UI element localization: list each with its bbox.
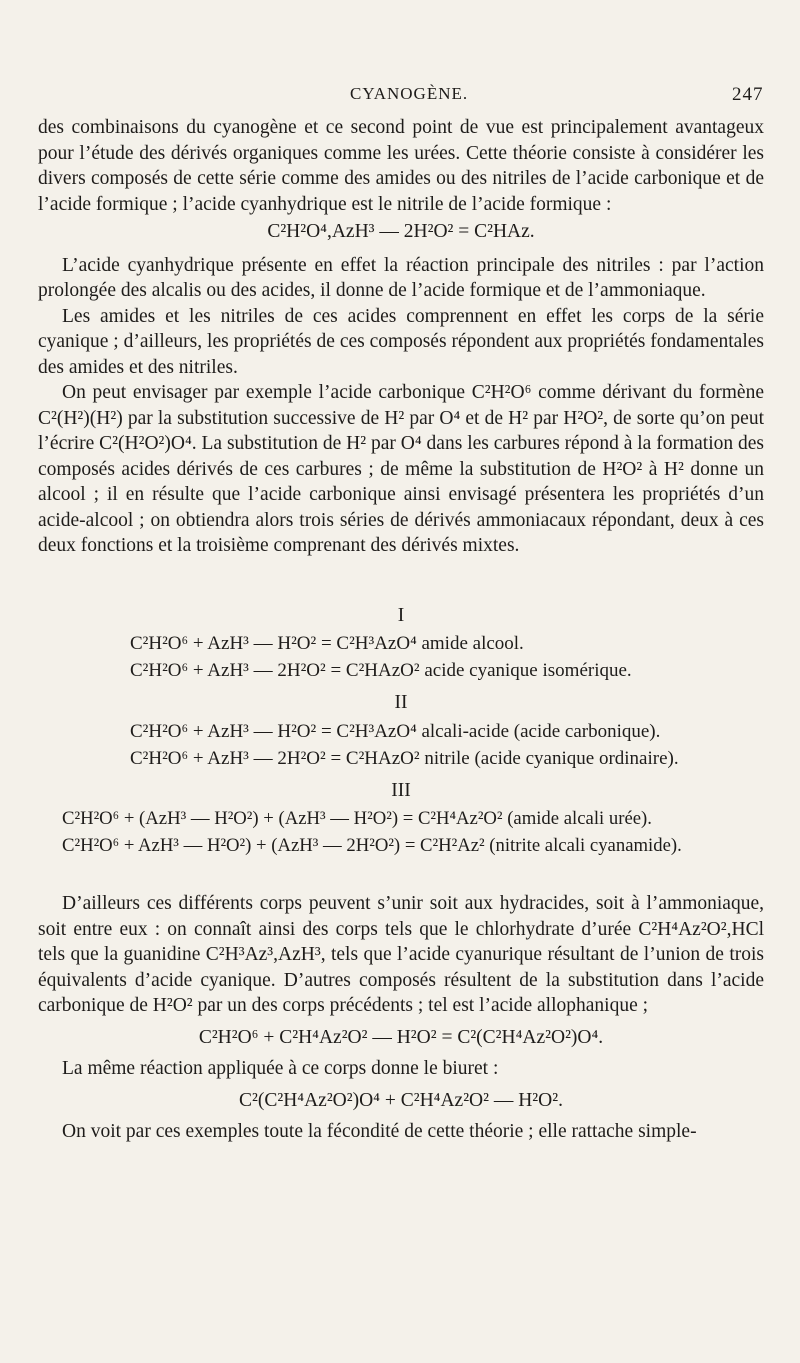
reaction-i-2: C²H²O⁶ + AzH³ — 2H²O² = C²HAzO² acide cyanique isomérique. xyxy=(130,660,632,681)
paragraph-5: D’ailleurs ces différents corps peuvent s’unir soit aux hydracides, soit à l’ammoniaque, soit entre eux : on connaît ainsi des corps tels que le chlorhydrate d’urée C²H⁴Az²O²,HCl tels que la guanidine C²H³Az³,AzH³, tels que l’acide cyanurique résultant de l’union de trois équivalents d’acide cyanique. D’autres composés résultent de la substitution dans l’acide carbonique de H²O² par un des corps précédents ; tel est l’acide allophanique ; xyxy=(38,893,764,1016)
equation-1: C²H²O⁴,AzH³ — 2H²O² = C²HAz. xyxy=(267,221,535,242)
paragraph-1: des combinaisons du cyanogène et ce second point de vue est principalement avantageux pour l’étude des dérivés organiques comme les urées. Cette théorie consiste à considérer les divers composés de cette série comme des amides ou des nitriles de l’acide carbonique et de l’acide formique ; l’acide cyanhydrique est le nitrile de l’acide formique : xyxy=(38,117,764,215)
reaction-ii-2: C²H²O⁶ + AzH³ — 2H²O² = C²HAzO² nitrile (acide cyanique ordinaire). xyxy=(130,747,679,769)
reaction-ii-1: C²H²O⁶ + AzH³ — H²O² = C²H³AzO⁴ alcali-acide (acide carbonique). xyxy=(130,720,661,742)
equation-2: C²H²O⁶ + C²H⁴Az²O² — H²O² = C²(C²H⁴Az²O²)O⁴. xyxy=(198,1026,604,1048)
paragraph-7: On voit par ces exemples toute la fécondité de cette théorie ; elle rattache simple- xyxy=(62,1121,697,1142)
paragraph-4: On peut envisager par exemple l’acide carbonique C²H²O⁶ comme dérivant du formène C²(H²)(H²) par la substitution successive de H² par O⁴ et de H² par H²O², de sorte qu’on peut l’écrire C²(H²O²)O⁴. La substitution de H² par O⁴ dans les carbures répond à la formation des composés acides dérivés de ces carbures ; de même la substitution de H²O² à H² donne un alcool ; il en résulte que l’acide carbonique ainsi envisagé présentera les propriétés d’un acide-alcool ; on obtiendra alors trois séries de dérivés ammoniacaux répondant, deux à ces deux fonctions et la troisième comprenant des dérivés mixtes. xyxy=(38,382,764,556)
body-text xyxy=(38,115,764,1145)
paragraph-3: Les amides et les nitriles de ces acides comprennent en effet les corps de la série cyanique ; d’ailleurs, les propriétés de ces composés répondent aux propriétés fondamentales des amides et des nitriles. xyxy=(38,305,764,378)
reaction-i-1: C²H²O⁶ + AzH³ — H²O² = C²H³AzO⁴ amide alcool. xyxy=(130,633,524,654)
paragraph-2: L’acide cyanhydrique présente en effet la réaction principale des nitriles : par l’action prolongée des alcalis ou des acides, il donne de l’acide formique et de l’ammoniaque. xyxy=(38,254,764,301)
section-label-ii: II xyxy=(394,692,408,713)
page-number: 247 xyxy=(732,84,764,105)
section-label-i: I xyxy=(397,604,405,626)
paragraph-6: La même réaction appliquée à ce corps donne le biuret : xyxy=(62,1058,499,1079)
section-label-iii: III xyxy=(391,779,411,801)
equation-3: C²(C²H⁴Az²O²)O⁴ + C²H⁴Az²O² — H²O². xyxy=(239,1089,563,1111)
page-header xyxy=(0,84,800,108)
running-title: CYANOGÈNE. xyxy=(350,84,469,103)
reaction-iii-2: C²H²O⁶ + AzH³ — H²O²) + (AzH³ — 2H²O²) = C²H²Az² (nitrite alcali cyanamide). xyxy=(62,835,682,856)
reaction-iii-1: C²H²O⁶ + (AzH³ — H²O²) + (AzH³ — H²O²) = C²H⁴Az²O² (amide alcali urée). xyxy=(62,808,652,829)
